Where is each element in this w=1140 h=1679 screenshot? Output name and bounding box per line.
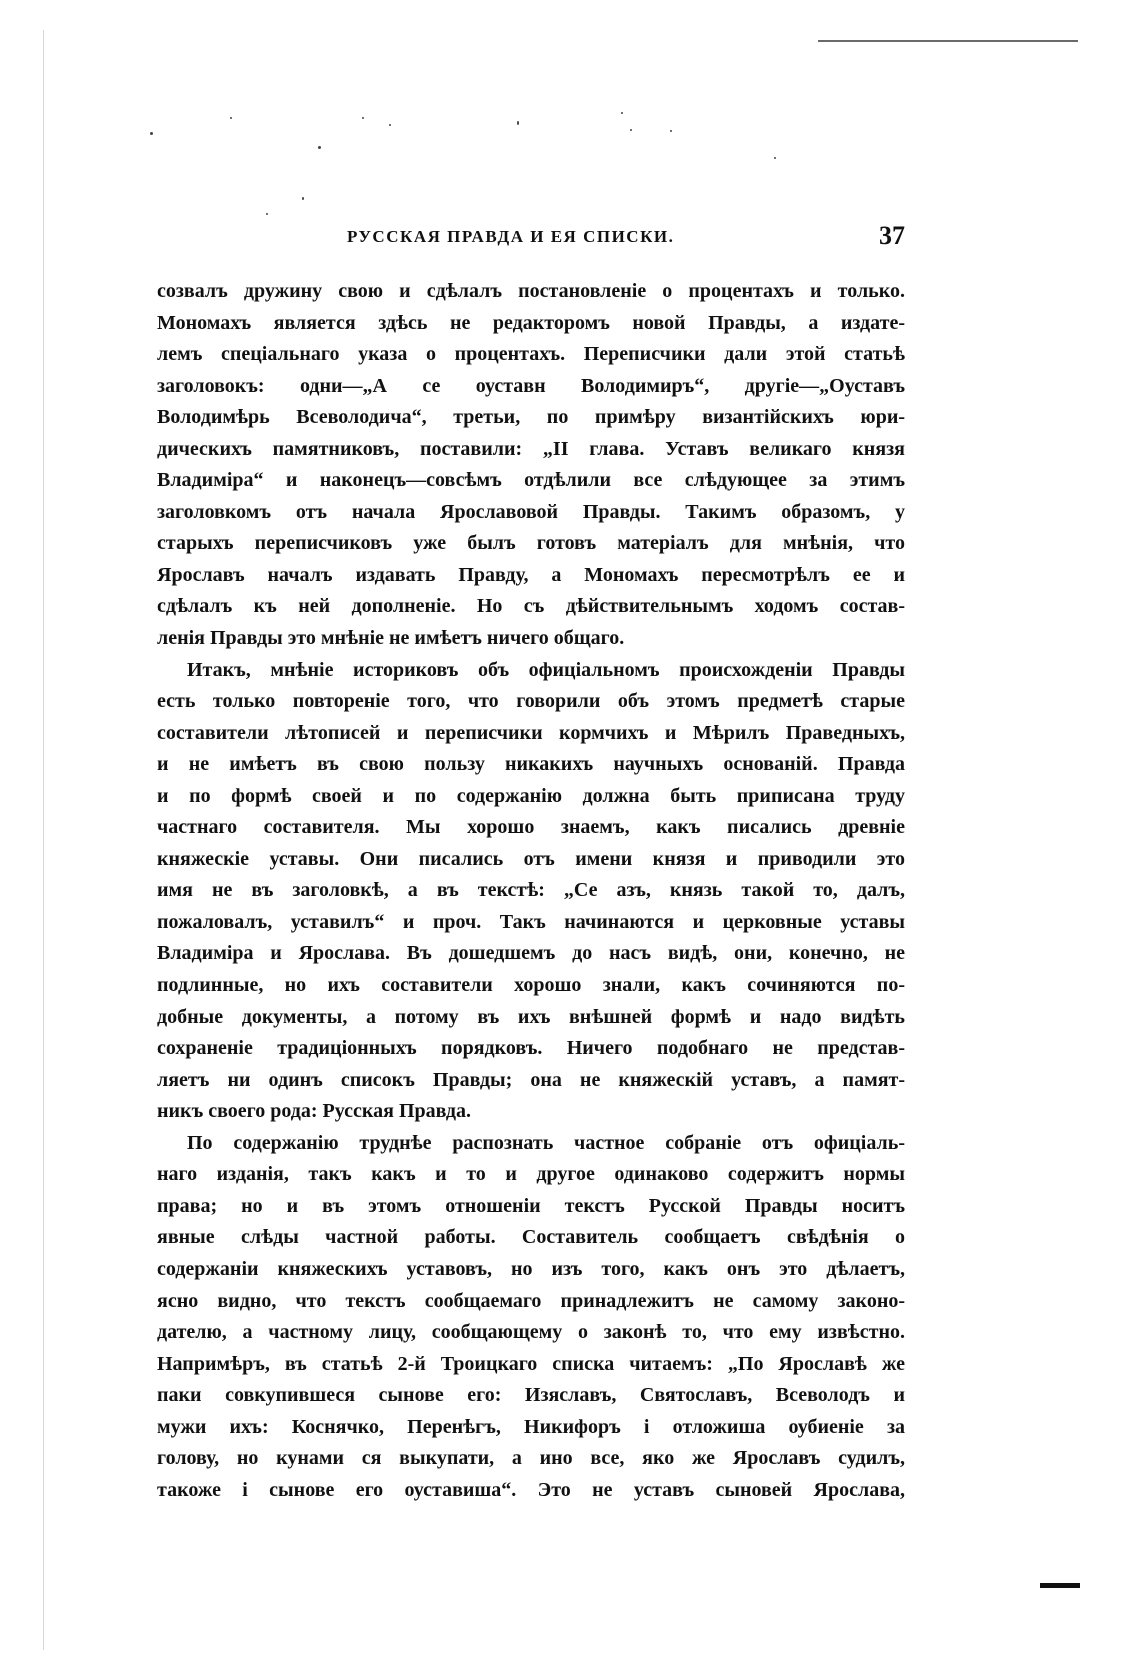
- text-line: лемъ спеціальнаго указа о процентахъ. Переписчики дали этой статьѣ: [157, 343, 905, 366]
- text-line: наго изданія, такъ какъ и то и другое одинаково содержитъ нормы: [157, 1163, 905, 1186]
- scan-speck: [389, 124, 391, 126]
- text-line: имя не въ заголовкѣ, а въ текстѣ: „Се азъ, князь такой то, далъ,: [157, 879, 905, 902]
- text-line: ляетъ ни одинъ списокъ Правды; она не княжескій уставъ, а памят-: [157, 1068, 905, 1091]
- text-line: Напримѣръ, въ статьѣ 2-й Троицкаго списка читаемъ: „По Ярославѣ же: [157, 1352, 905, 1375]
- text-line: содержаніи княжескихъ уставовъ, но изъ того, какъ онъ это дѣлаетъ,: [157, 1257, 905, 1280]
- text-line: и по формѣ своей и по содержанію должна быть приписана труду: [157, 784, 905, 807]
- text-line: мужи ихъ: Коснячко, Перенѣгъ, Никифоръ і отложиша оубиеніе за: [157, 1415, 905, 1438]
- text-line: частнаго составителя. Мы хорошо знаемъ, какъ писались древніе: [157, 816, 905, 839]
- text-line: сохраненіе традиціонныхъ порядковъ. Ничего подобнаго не представ-: [157, 1037, 905, 1060]
- text-line: явные слѣды частной работы. Составитель сообщаетъ свѣдѣнія о: [157, 1226, 905, 1249]
- text-line: пожаловалъ, уставилъ“ и проч. Такъ начинаются и церковные уставы: [157, 910, 905, 933]
- text-line: Владиміра и Ярослава. Въ дошедшемъ до насъ видѣ, они, конечно, не: [157, 942, 905, 965]
- text-line: Ярославъ началъ издавать Правду, а Мономахъ пересмотрѣлъ ее и: [157, 563, 905, 586]
- scan-mark: [1040, 1583, 1080, 1588]
- text-line: составители лѣтописей и переписчики кормчихъ и Мѣрилъ Праведныхъ,: [157, 721, 905, 744]
- text-line: такоже і сынове его оуставиша“. Это не уставъ сыновей Ярослава,: [157, 1478, 905, 1501]
- scan-speck: [230, 117, 232, 119]
- paragraph-first-line: Итакъ, мнѣніе историковъ объ офиціальномъ происхожденіи Правды: [187, 658, 905, 681]
- scan-speck: [774, 157, 776, 159]
- text-line: созвалъ дружину свою и сдѣлалъ постановленіе о процентахъ и только.: [157, 280, 905, 302]
- text-line: права; но и въ этомъ отношеніи текстъ Русской Правды носитъ: [157, 1194, 905, 1217]
- text-line: есть только повтореніе того, что говорили объ этомъ предметѣ старые: [157, 690, 905, 713]
- scan-speck: [302, 197, 304, 200]
- scan-speck: [266, 213, 268, 215]
- scan-speck: [670, 130, 672, 132]
- text-line: голову, но кунами ся выкупати, а ино все, яко же Ярославъ судилъ,: [157, 1447, 905, 1470]
- text-line: Володимѣрь Всеволодича“, третьи, по примѣру византійскихъ юри-: [157, 406, 905, 429]
- text-line: сдѣлалъ къ ней дополненіе. Но съ дѣйствительнымъ ходомъ состав-: [157, 595, 905, 618]
- text-line: княжескіе уставы. Они писались отъ имени князя и приводили это: [157, 847, 905, 870]
- text-line: Мономахъ является здѣсь не редакторомъ новой Правды, а издате-: [157, 311, 905, 334]
- text-line: никъ своего рода: Русская Правда.: [157, 1100, 472, 1123]
- scan-speck: [318, 146, 321, 149]
- text-line: старыхъ переписчиковъ уже былъ готовъ матеріалъ для мнѣнія, что: [157, 532, 905, 555]
- text-line: дателю, а частному лицу, сообщающему о законѣ то, что ему извѣстно.: [157, 1321, 905, 1344]
- running-head: [157, 221, 905, 253]
- scan-speck: [621, 112, 623, 114]
- text-line: добные документы, а потому въ ихъ внѣшней формѣ и надо видѣть: [157, 1005, 905, 1028]
- scan-speck: [630, 129, 632, 131]
- scan-top-rule: [818, 40, 1078, 42]
- scan-edge-line: [43, 30, 44, 1650]
- text-line: ясно видно, что текстъ сообщаемаго принадлежитъ не самому законо-: [157, 1289, 905, 1312]
- text-line: и не имѣетъ въ свою пользу никакихъ научныхъ основаній. Правда: [157, 753, 905, 776]
- scan-speck: [150, 132, 153, 135]
- text-line: заголовкомъ отъ начала Ярославовой Правды. Такимъ образомъ, у: [157, 500, 905, 523]
- body-text: [157, 276, 905, 1506]
- page-number: 37: [879, 221, 905, 250]
- text-line: Владиміра“ и наконецъ—совсѣмъ отдѣлили все слѣдующее за этимъ: [157, 469, 905, 492]
- text-line: подлинные, но ихъ составители хорошо знали, какъ сочиняются по-: [157, 974, 905, 997]
- running-title: РУССКАЯ ПРАВДА И ЕЯ СПИСКИ.: [347, 227, 675, 246]
- scan-speck: [517, 121, 519, 125]
- text-line: дическихъ памятниковъ, поставили: „II глава. Уставъ великаго князя: [157, 437, 905, 460]
- text-line: ленія Правды это мнѣніе не имѣетъ ничего общаго.: [157, 627, 625, 650]
- text-line: паки совкупившеся сынове его: Изяславъ, Святославъ, Всеволодъ и: [157, 1384, 905, 1407]
- scan-speck: [362, 117, 364, 119]
- text-line: заголовокъ: одни—„А се оуставн Володимиръ“, другіе—„Оуставъ: [157, 374, 905, 397]
- paragraph-first-line: По содержанію труднѣе распознать частное собраніе отъ офиціаль-: [187, 1131, 905, 1154]
